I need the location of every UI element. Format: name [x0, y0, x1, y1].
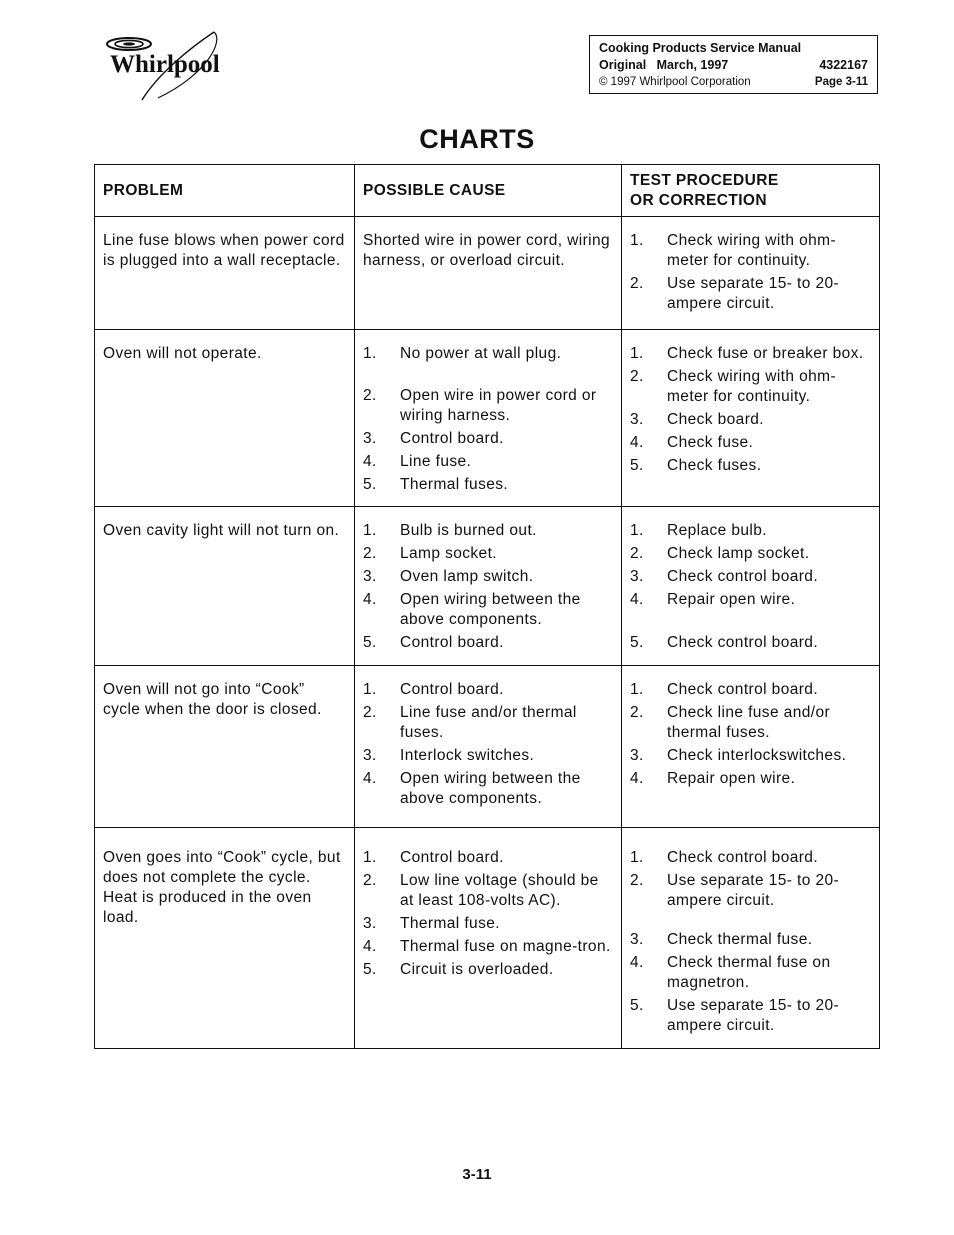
header-test-procedure	[622, 165, 880, 217]
list-item	[630, 544, 871, 564]
manual-copyright: © 1997 Whirlpool Corporation	[599, 76, 751, 88]
item-text: Circuit is overloaded.	[400, 961, 554, 978]
item-number: 1.	[363, 849, 377, 866]
list-item	[630, 521, 871, 541]
item-number: 4.	[630, 954, 644, 971]
list-item	[630, 769, 871, 789]
test-cell	[622, 666, 880, 828]
item-number: 2.	[363, 872, 377, 889]
chart-header-row	[95, 165, 880, 217]
item-number: 2.	[630, 368, 644, 385]
item-text: Check fuse.	[667, 434, 754, 451]
list-item	[363, 680, 613, 700]
list-item	[363, 475, 613, 495]
item-text: Check wiring with ohm-meter for continuity.	[667, 232, 837, 269]
logo-wordmark: Whirlpool	[110, 51, 220, 78]
list-item	[630, 871, 871, 911]
item-text: Low line voltage (should be at least 108-volts AC).	[400, 872, 599, 909]
list-item	[630, 633, 871, 653]
item-number: 1.	[363, 681, 377, 698]
item-text: Check fuse or breaker box.	[667, 345, 864, 362]
manual-edition: Original March, 1997	[599, 58, 729, 72]
item-number: 3.	[630, 411, 644, 428]
item-text: Check line fuse and/or thermal fuses.	[667, 704, 831, 741]
item-text: Open wiring between the above components.	[400, 591, 581, 628]
item-number: 2.	[363, 545, 377, 562]
item-text: Check thermal fuse.	[667, 931, 813, 948]
test-list	[630, 680, 871, 789]
item-number: 1.	[630, 522, 644, 539]
item-number: 2.	[363, 704, 377, 721]
list-item	[630, 746, 871, 766]
list-item	[630, 930, 871, 950]
header-problem: PROBLEM	[95, 165, 355, 217]
list-item	[630, 703, 871, 743]
item-number: 1.	[630, 681, 644, 698]
table-row	[95, 666, 880, 828]
cause-cell	[355, 507, 622, 666]
item-text: Check wiring with ohm-meter for continuity.	[667, 368, 837, 405]
item-text: Open wiring between the above components.	[400, 770, 581, 807]
item-text: Line fuse and/or thermal fuses.	[400, 704, 577, 741]
item-text: Use separate 15- to 20-ampere circuit.	[667, 275, 840, 312]
item-number: 2.	[630, 872, 644, 889]
item-number: 4.	[363, 591, 377, 608]
problem-cell: Oven goes into “Cook” cycle, but does not complete the cycle. Heat is produced in the oven load.	[95, 828, 355, 1049]
item-number: 5.	[630, 457, 644, 474]
list-item	[363, 937, 613, 957]
test-cell	[622, 217, 880, 330]
page-number: 3-11	[462, 1166, 492, 1183]
whirlpool-logo	[98, 30, 238, 104]
list-item	[363, 746, 613, 766]
list-item	[630, 996, 871, 1036]
manual-page-ref: Page 3-11	[814, 76, 868, 88]
item-text: Interlock switches.	[400, 747, 535, 764]
item-text: Control board.	[400, 849, 504, 866]
table-row	[95, 507, 880, 666]
list-item	[630, 456, 871, 476]
item-text: Check thermal fuse on magnetron.	[667, 954, 831, 991]
manual-title: Cooking Products Service Manual	[599, 41, 802, 55]
test-list	[630, 231, 871, 314]
problem-cell: Line fuse blows when power cord is plugged into a wall receptacle.	[95, 217, 355, 330]
list-item	[630, 367, 871, 407]
list-item	[363, 521, 613, 541]
item-text: Repair open wire.	[667, 591, 796, 608]
header-test-line-2: OR CORRECTION	[630, 191, 767, 209]
item-text: No power at wall plug.	[400, 345, 562, 362]
item-number: 3.	[363, 915, 377, 932]
item-text: Check fuses.	[667, 457, 762, 474]
item-text: Check interlockswitches.	[667, 747, 847, 764]
list-item	[363, 633, 613, 653]
item-text: Check control board.	[667, 849, 819, 866]
list-item	[630, 410, 871, 430]
list-item	[363, 914, 613, 934]
test-cell	[622, 507, 880, 666]
item-number: 1.	[363, 345, 377, 362]
list-item	[630, 344, 871, 364]
item-text: Thermal fuses.	[400, 476, 509, 493]
item-text: Open wire in power cord or wiring harness.	[400, 387, 597, 424]
problem-cell: Oven will not go into “Cook” cycle when the door is closed.	[95, 666, 355, 828]
cause-cell: Shorted wire in power cord, wiring harness, or overload circuit.	[355, 217, 622, 330]
item-number: 2.	[363, 387, 377, 404]
cause-list	[363, 680, 613, 809]
item-number: 5.	[630, 997, 644, 1014]
item-number: 3.	[630, 747, 644, 764]
cause-cell	[355, 330, 622, 507]
page-title: CHARTS	[419, 124, 535, 154]
cause-list	[363, 521, 613, 653]
item-number: 1.	[630, 345, 644, 362]
item-text: Replace bulb.	[667, 522, 767, 539]
list-item	[363, 429, 613, 449]
item-number: 2.	[630, 704, 644, 721]
item-text: Thermal fuse.	[400, 915, 500, 932]
item-text: Control board.	[400, 681, 504, 698]
problem-cell: Oven cavity light will not turn on.	[95, 507, 355, 666]
list-item	[363, 567, 613, 587]
item-text: Check board.	[667, 411, 764, 428]
item-number: 5.	[630, 634, 644, 651]
test-list	[630, 344, 871, 476]
item-number: 3.	[363, 747, 377, 764]
list-item	[630, 680, 871, 700]
item-text: Line fuse.	[400, 453, 472, 470]
list-item	[363, 386, 613, 426]
item-number: 3.	[630, 568, 644, 585]
item-number: 4.	[363, 770, 377, 787]
list-item	[363, 848, 613, 868]
cause-list	[363, 344, 613, 495]
manual-header-box	[589, 35, 878, 94]
item-number: 3.	[363, 430, 377, 447]
list-item	[630, 567, 871, 587]
list-item	[630, 274, 871, 314]
test-list	[630, 521, 871, 653]
item-text: Repair open wire.	[667, 770, 796, 787]
list-item	[363, 703, 613, 743]
list-item	[363, 960, 613, 980]
item-text: Check lamp socket.	[667, 545, 810, 562]
table-row	[95, 217, 880, 330]
list-item	[363, 769, 613, 809]
list-item	[630, 433, 871, 453]
manual-part-number: 4322167	[819, 58, 868, 72]
item-number: 1.	[630, 232, 644, 249]
list-item	[363, 590, 613, 630]
item-number: 1.	[363, 522, 377, 539]
item-text: Lamp socket.	[400, 545, 497, 562]
test-cell	[622, 330, 880, 507]
item-number: 5.	[363, 961, 377, 978]
item-text: Check control board.	[667, 568, 819, 585]
problem-cell: Oven will not operate.	[95, 330, 355, 507]
item-text: Thermal fuse on magne-tron.	[400, 938, 611, 955]
troubleshooting-chart	[94, 164, 880, 1049]
item-text: Control board.	[400, 430, 504, 447]
list-item	[630, 953, 871, 993]
list-item	[363, 344, 613, 364]
item-number: 4.	[630, 591, 644, 608]
list-item	[363, 452, 613, 472]
item-number: 5.	[363, 634, 377, 651]
item-number: 2.	[630, 275, 644, 292]
item-number: 3.	[363, 568, 377, 585]
item-text: Check control board.	[667, 634, 819, 651]
item-text: Use separate 15- to 20-ampere circuit.	[667, 997, 840, 1034]
list-item	[630, 231, 871, 271]
item-text: Bulb is burned out.	[400, 522, 537, 539]
item-text: Use separate 15- to 20-ampere circuit.	[667, 872, 840, 909]
cause-cell	[355, 828, 622, 1049]
item-number: 4.	[630, 434, 644, 451]
list-item	[630, 848, 871, 868]
item-number: 1.	[630, 849, 644, 866]
item-text: Oven lamp switch.	[400, 568, 534, 585]
item-text: Control board.	[400, 634, 504, 651]
item-number: 2.	[630, 545, 644, 562]
cause-list	[363, 848, 613, 980]
test-list	[630, 848, 871, 1036]
list-item	[630, 590, 871, 610]
header-possible-cause: POSSIBLE CAUSE	[355, 165, 622, 217]
item-number: 3.	[630, 931, 644, 948]
item-number: 4.	[363, 938, 377, 955]
list-item	[363, 544, 613, 564]
item-text: Check control board.	[667, 681, 819, 698]
cause-cell	[355, 666, 622, 828]
header-test-line-1: TEST PROCEDURE	[630, 171, 779, 189]
table-row	[95, 828, 880, 1049]
item-number: 4.	[630, 770, 644, 787]
item-number: 5.	[363, 476, 377, 493]
list-item	[363, 871, 613, 911]
table-row	[95, 330, 880, 507]
item-number: 4.	[363, 453, 377, 470]
test-cell	[622, 828, 880, 1049]
